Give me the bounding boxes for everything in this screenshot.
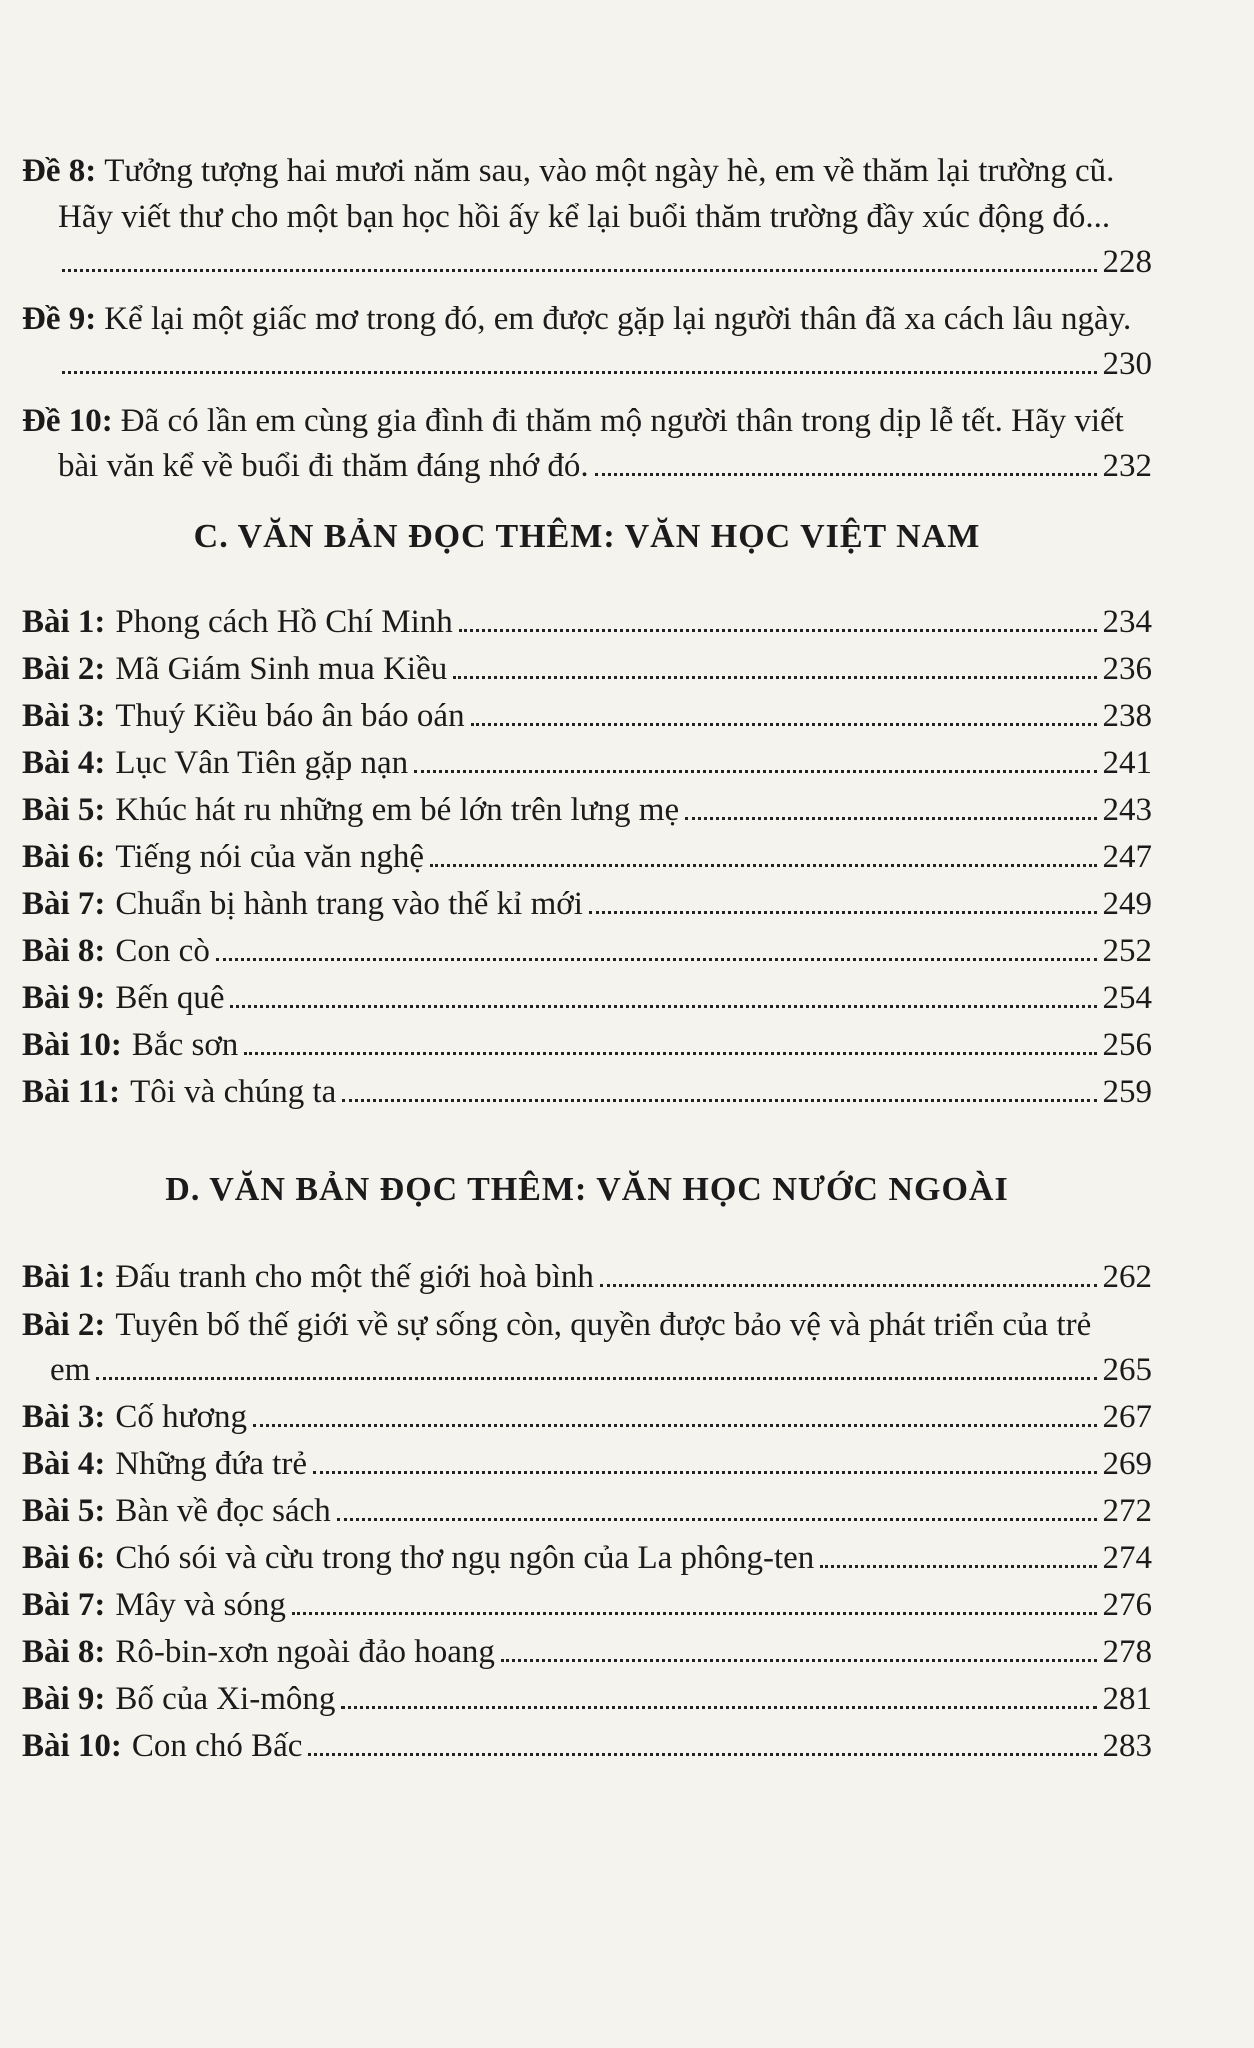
section-c-entry [22,882,1152,926]
page-number: 274 [1102,1540,1152,1576]
entry-prefix: Bài 5: [22,792,106,828]
entry-title: Bến quê [115,980,225,1016]
section-c-entry [22,976,1152,1020]
section-c-list [22,600,1152,1117]
toc-entry-de-9 [22,296,1152,386]
section-c-entry [22,788,1152,832]
page-number: 283 [1102,1728,1152,1764]
page-number: 276 [1102,1587,1152,1623]
page-number: 234 [1102,604,1152,640]
entry-title: Lục Vân Tiên gặp nạn [115,745,409,781]
dot-leader [342,1098,1096,1102]
dot-leader [589,910,1097,914]
entry-prefix: Bài 1: [22,604,106,640]
section-d-entry [22,1255,1152,1299]
entry-text-line2: bài văn kể về buổi đi thăm đáng nhớ đó. [58,448,589,484]
entry-title: Bàn về đọc sách [115,1493,331,1529]
entry-title: Rô-bin-xơn ngoài đảo hoang [115,1634,495,1670]
page-number: 238 [1102,698,1152,734]
dot-leader [292,1611,1097,1615]
dot-leader [820,1564,1096,1568]
entry-prefix: Bài 2: [22,651,106,687]
entry-prefix: Bài 9: [22,980,106,1016]
dot-leader [216,957,1097,961]
entry-title: Con cò [115,933,210,969]
dot-leader [595,472,1097,476]
section-d-entry [22,1630,1152,1674]
page-number: 254 [1102,980,1152,1016]
entry-title: Những đứa trẻ [115,1446,307,1482]
entry-title: Bắc sơn [131,1027,239,1063]
dot-leader [253,1423,1096,1427]
page-number: 259 [1102,1074,1152,1110]
section-c-entry [22,647,1152,691]
entry-text-line1: Kể lại một giấc mơ trong đó, em được gặp lại người thân đã xa cách lâu ngày. [104,301,1132,337]
page-number: 232 [1102,448,1152,484]
dot-leader [313,1470,1097,1474]
dot-leader [414,769,1096,773]
dot-leader [337,1517,1097,1521]
entry-prefix: Bài 1: [22,1259,106,1295]
dot-leader [244,1051,1096,1055]
dot-leader [62,370,1097,374]
entry-title: Mây và sóng [115,1587,286,1623]
entry-text-line1: Đã có lần em cùng gia đình đi thăm mộ người thân trong dịp lễ tết. Hãy viết [120,403,1124,439]
section-d-entry [22,1583,1152,1627]
entry-title: Phong cách Hồ Chí Minh [115,604,453,640]
page-number: 241 [1102,745,1152,781]
dot-leader [308,1752,1096,1756]
dot-leader [459,628,1097,632]
page-number: 269 [1102,1446,1152,1482]
section-c-entry [22,694,1152,738]
entry-prefix: Bài 5: [22,1493,106,1529]
page-number: 252 [1102,933,1152,969]
dot-leader [471,722,1097,726]
entry-title-continued: em [50,1352,91,1388]
entry-title: Khúc hát ru những em bé lớn trên lưng mẹ [115,792,680,828]
entry-prefix: Bài 7: [22,1587,106,1623]
entry-prefix: Bài 11: [22,1074,121,1110]
entry-prefix: Bài 6: [22,839,106,875]
entry-prefix: Đề 10: [22,403,113,439]
section-c-entry [22,1070,1152,1114]
page-number: 272 [1102,1493,1152,1529]
page-number: 249 [1102,886,1152,922]
page-number: 256 [1102,1027,1152,1063]
entry-prefix: Bài 10: [22,1728,122,1764]
entry-prefix: Bài 3: [22,1399,106,1435]
page-number: 281 [1102,1681,1152,1717]
entry-prefix: Bài 7: [22,886,106,922]
de-list [22,148,1152,500]
page-number: 236 [1102,651,1152,687]
dot-leader [230,1004,1096,1008]
entry-prefix: Bài 4: [22,1446,106,1482]
entry-title: Chuẩn bị hành trang vào thế kỉ mới [115,886,583,922]
page-number: 228 [1102,244,1152,280]
entry-title: Con chó Bấc [131,1728,303,1764]
entry-prefix: Bài 9: [22,1681,106,1717]
section-c-entry [22,600,1152,644]
entry-title: Tuyên bố thế giới về sự sống còn, quyền được bảo vệ và phát triển của trẻ [115,1307,1092,1343]
entry-prefix: Bài 2: [22,1307,106,1343]
entry-text-line1: Tưởng tượng hai mươi năm sau, vào một ngày hè, em về thăm lại trường cũ. [104,153,1115,189]
entry-title: Bố của Xi-mông [115,1681,336,1717]
entry-prefix: Bài 10: [22,1027,122,1063]
dot-leader [600,1283,1097,1287]
page-number: 230 [1102,346,1152,382]
page-number: 262 [1102,1259,1152,1295]
toc-entry-de-10 [22,398,1152,488]
entry-prefix: Đề 9: [22,301,97,337]
dot-leader [96,1376,1096,1380]
section-d-entry [22,1442,1152,1486]
section-c-entry [22,835,1152,879]
section-c-heading: C. VĂN BẢN ĐỌC THÊM: VĂN HỌC VIỆT NAM [193,518,981,555]
entry-text-line2: Hãy viết thư cho một bạn học hồi ấy kể lại buổi thăm trường đầy xúc động đó... [58,199,1111,235]
entry-prefix: Đề 8: [22,153,97,189]
dot-leader [430,863,1097,867]
section-c-entry [22,741,1152,785]
entry-title: Cố hương [115,1399,248,1435]
entry-title: Tôi và chúng ta [130,1074,337,1110]
page-number: 278 [1102,1634,1152,1670]
page-number: 267 [1102,1399,1152,1435]
entry-prefix: Bài 8: [22,1634,106,1670]
section-c-entry [22,929,1152,973]
dot-leader [62,268,1097,272]
dot-leader [453,675,1096,679]
entry-prefix: Bài 8: [22,933,106,969]
entry-title: Thuý Kiều báo ân báo oán [115,698,465,734]
entry-title: Tiếng nói của văn nghệ [115,839,424,875]
section-d-entry [22,1489,1152,1533]
section-d-entry [22,1677,1152,1721]
page-number: 247 [1102,839,1152,875]
entry-title: Đấu tranh cho một thế giới hoà bình [115,1259,594,1295]
entry-prefix: Bài 4: [22,745,106,781]
section-c-entry [22,1023,1152,1067]
dot-leader [685,816,1096,820]
entry-title: Chó sói và cừu trong thơ ngụ ngôn của La phông-ten [115,1540,815,1576]
dot-leader [341,1705,1096,1709]
section-d-entry [22,1395,1152,1439]
entry-prefix: Bài 3: [22,698,106,734]
page-number: 243 [1102,792,1152,828]
dot-leader [501,1658,1097,1662]
section-d-entry [22,1724,1152,1768]
page-number: 265 [1102,1352,1152,1388]
toc-entry-de-8 [22,148,1152,284]
entry-prefix: Bài 6: [22,1540,106,1576]
section-d-heading: D. VĂN BẢN ĐỌC THÊM: VĂN HỌC NƯỚC NGOÀI [165,1171,1009,1208]
section-d-list [22,1255,1152,1771]
entry-title: Mã Giám Sinh mua Kiều [115,651,448,687]
section-d-entry [22,1302,1152,1392]
section-d-entry [22,1536,1152,1580]
